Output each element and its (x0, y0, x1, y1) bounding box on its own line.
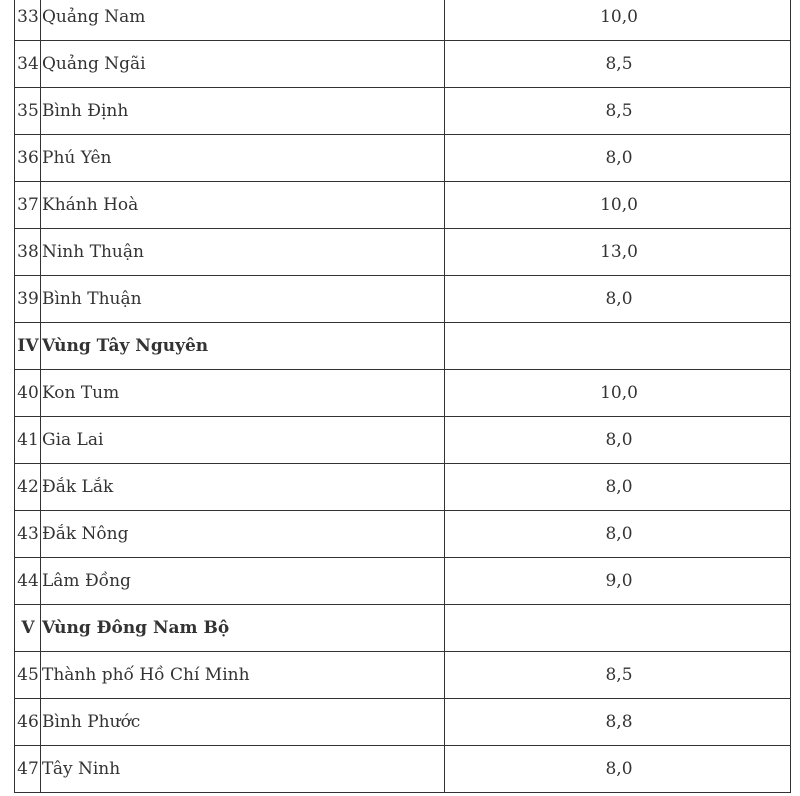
row-number-cell: 35 (15, 88, 41, 135)
row-number-cell: 42 (15, 464, 41, 511)
table-row (15, 558, 791, 605)
province-name-cell: Khánh Hoà (41, 182, 445, 229)
section-header-row (15, 605, 791, 652)
value-cell: 8,0 (445, 746, 791, 793)
table-row (15, 276, 791, 323)
table-row (15, 652, 791, 699)
table-row (15, 135, 791, 182)
province-name-cell: Bình Định (41, 88, 445, 135)
table-row (15, 41, 791, 88)
row-number-cell: 41 (15, 417, 41, 464)
data-table (14, 0, 791, 793)
province-name-cell: Vùng Tây Nguyên (41, 323, 445, 370)
value-cell: 8,0 (445, 464, 791, 511)
section-header-row (15, 323, 791, 370)
table-row (15, 182, 791, 229)
row-number-cell: V (15, 605, 41, 652)
value-cell: 8,5 (445, 41, 791, 88)
table-row (15, 464, 791, 511)
province-name-cell: Gia Lai (41, 417, 445, 464)
province-name-cell: Bình Thuận (41, 276, 445, 323)
row-number-cell: 38 (15, 229, 41, 276)
row-number-cell: 45 (15, 652, 41, 699)
province-name-cell: Đắk Nông (41, 511, 445, 558)
value-cell: 8,5 (445, 652, 791, 699)
row-number-cell: 46 (15, 699, 41, 746)
row-number-cell: 37 (15, 182, 41, 229)
row-number-cell: 40 (15, 370, 41, 417)
row-number-cell: 36 (15, 135, 41, 182)
province-name-cell: Phú Yên (41, 135, 445, 182)
table-row (15, 370, 791, 417)
province-name-cell: Bình Phước (41, 699, 445, 746)
table-row (15, 417, 791, 464)
value-cell: 9,0 (445, 558, 791, 605)
province-name-cell: Ninh Thuận (41, 229, 445, 276)
value-cell: 8,0 (445, 135, 791, 182)
value-cell: 10,0 (445, 182, 791, 229)
province-name-cell: Lâm Đồng (41, 558, 445, 605)
value-cell: 8,8 (445, 699, 791, 746)
value-cell: 10,0 (445, 0, 791, 41)
row-number-cell: 44 (15, 558, 41, 605)
province-name-cell: Tây Ninh (41, 746, 445, 793)
value-cell (445, 323, 791, 370)
province-name-cell: Thành phố Hồ Chí Minh (41, 652, 445, 699)
province-name-cell: Quảng Ngãi (41, 41, 445, 88)
table-row (15, 229, 791, 276)
value-cell: 8,0 (445, 276, 791, 323)
table-row (15, 699, 791, 746)
value-cell: 8,5 (445, 88, 791, 135)
row-number-cell: 39 (15, 276, 41, 323)
row-number-cell: 33 (15, 0, 41, 41)
row-number-cell: 47 (15, 746, 41, 793)
province-name-cell: Đắk Lắk (41, 464, 445, 511)
value-cell: 8,0 (445, 511, 791, 558)
province-name-cell: Quảng Nam (41, 0, 445, 41)
table-body (15, 0, 791, 793)
table-row (15, 88, 791, 135)
value-cell: 13,0 (445, 229, 791, 276)
row-number-cell: 34 (15, 41, 41, 88)
row-number-cell: IV (15, 323, 41, 370)
value-cell (445, 605, 791, 652)
value-cell: 10,0 (445, 370, 791, 417)
value-cell: 8,0 (445, 417, 791, 464)
table-row (15, 746, 791, 793)
province-name-cell: Vùng Đông Nam Bộ (41, 605, 445, 652)
table-row (15, 0, 791, 41)
table-row (15, 511, 791, 558)
province-name-cell: Kon Tum (41, 370, 445, 417)
row-number-cell: 43 (15, 511, 41, 558)
